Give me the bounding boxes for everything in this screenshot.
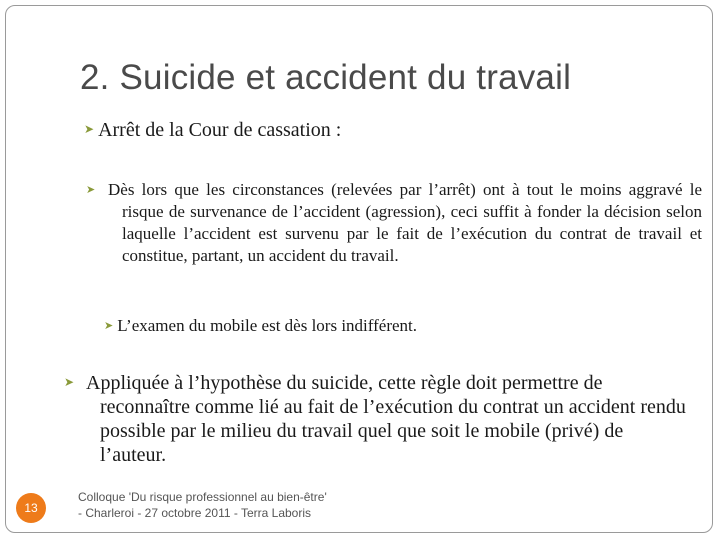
slide-title: 2. Suicide et accident du travail bbox=[80, 58, 572, 97]
arrow-bullet-icon: ➤ bbox=[104, 320, 114, 332]
page-number-badge: 13 bbox=[16, 493, 46, 523]
sub-bullet-text: Dès lors que les circonstances (relevées par l’arrêt) ont à tout le moins aggravé le risque de survenance de l’accident (agression), ceci suffit à fonder la décision selon laquelle l’accident est survenu par le fait de l’exécution du contrat de travail et constitue, partant, un accident du travail. bbox=[108, 180, 702, 265]
bullet-text: Arrêt de la Cour de cassation : bbox=[98, 119, 342, 141]
bullet-item bbox=[84, 119, 341, 142]
footer-line: - Charleroi - 27 octobre 2011 - Terra Laboris bbox=[78, 506, 312, 520]
sub-bullet-text: L’examen du mobile est dès lors indifférent. bbox=[117, 316, 418, 335]
arrow-bullet-icon: ➤ bbox=[84, 122, 95, 136]
sub-bullet-item bbox=[104, 316, 417, 336]
bullet-text: Appliquée à l’hypothèse du suicide, cette règle doit permettre de reconnaître comme lié au fait de l’exécution du contrat un accident rendu possible par le milieu du travail quel que soit le mobile (privé) de l’auteur. bbox=[86, 372, 686, 466]
footer bbox=[78, 489, 327, 521]
bullet-item bbox=[82, 370, 692, 467]
footer-line: Colloque 'Du risque professionnel au bien-être' bbox=[78, 490, 327, 504]
sub-bullet-item bbox=[104, 179, 702, 267]
